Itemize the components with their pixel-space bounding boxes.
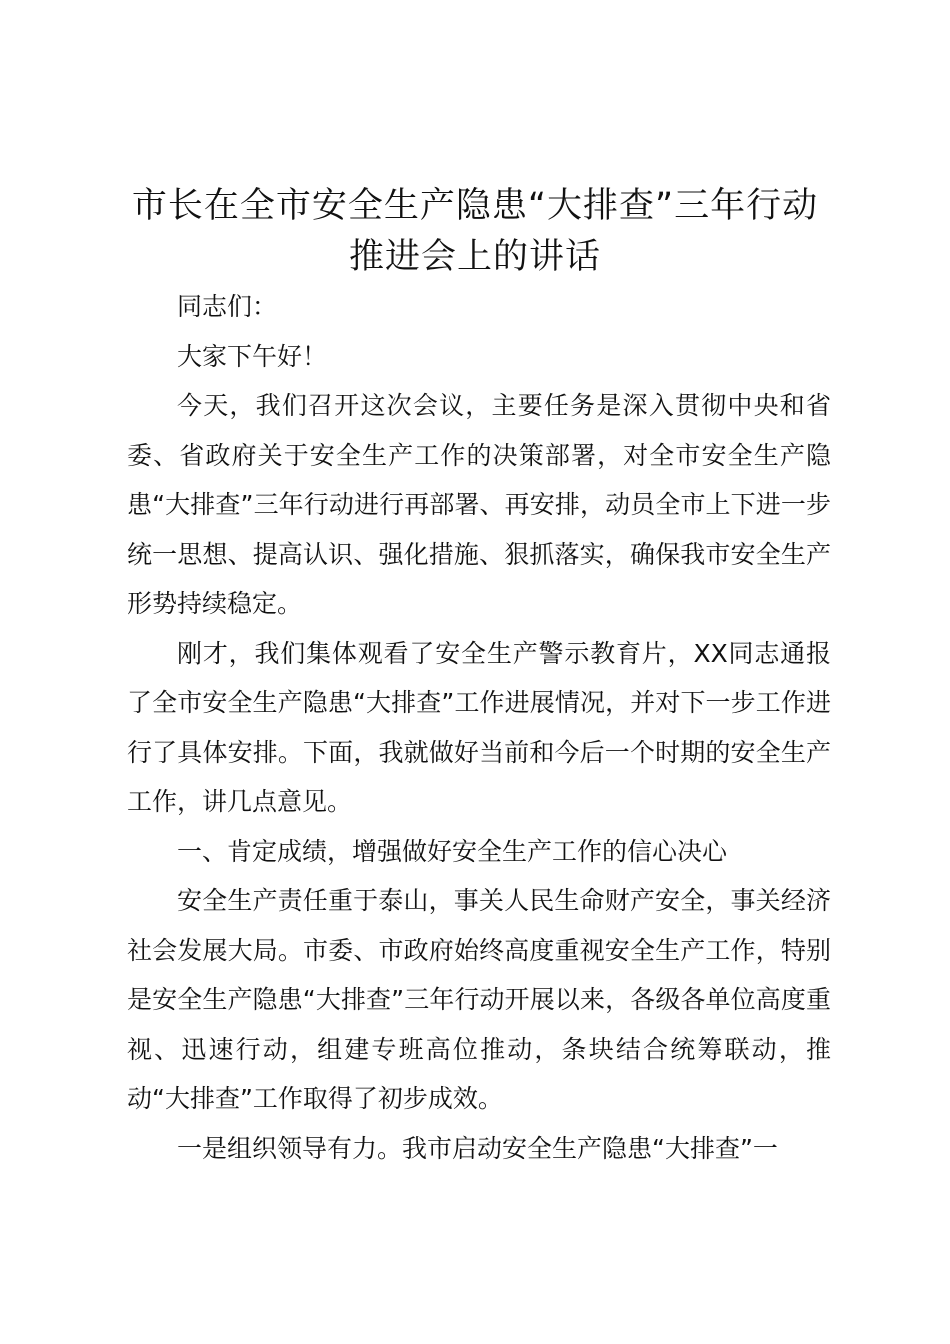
- paragraph-achievements: 安全生产责任重于泰山，事关人民生命财产安全，事关经济社会发展大局。市委、市政府始终高度重视安全生产工作，特别是安全生产隐患“大排查”三年行动开展以来，各级各单位高度重视、迅速行动，组建专班高位推动，条块结合统筹联动，推动“大排查”工作取得了初步成效。: [127, 886, 831, 1113]
- document-title-line-2: 推进会上的讲话: [348, 237, 601, 277]
- document-title-line-1: 市长在全市安全生产隐患“大排查”三年行动: [131, 186, 819, 226]
- greeting: 大家下午好！: [177, 341, 328, 371]
- paragraph-leadership: 一是组织领导有力。我市启动安全生产隐患“大排查”一: [177, 1133, 778, 1163]
- section-heading-1: 一、肯定成绩，增强做好安全生产工作的信心决心: [177, 836, 728, 866]
- salutation: 同志们：: [177, 292, 278, 321]
- document-body: [127, 282, 831, 1173]
- paragraph-briefing: 刚才，我们集体观看了安全生产警示教育片，XX同志通报了全市安全生产隐患“大排查”工作进展情况，并对下一步工作进行了具体安排。下面，我就做好当前和今后一个时期的安全生产工作，讲几点意见。: [127, 638, 831, 816]
- paragraph-meeting-purpose: 今天，我们召开这次会议，主要任务是深入贯彻中央和省委、省政府关于安全生产工作的决策部署，对全市安全生产隐患“大排查”三年行动进行再部署、再安排，动员全市上下进一步统一思想、提高认识、强化措施、狠抓落实，确保我市安全生产形势持续稳定。: [127, 391, 831, 618]
